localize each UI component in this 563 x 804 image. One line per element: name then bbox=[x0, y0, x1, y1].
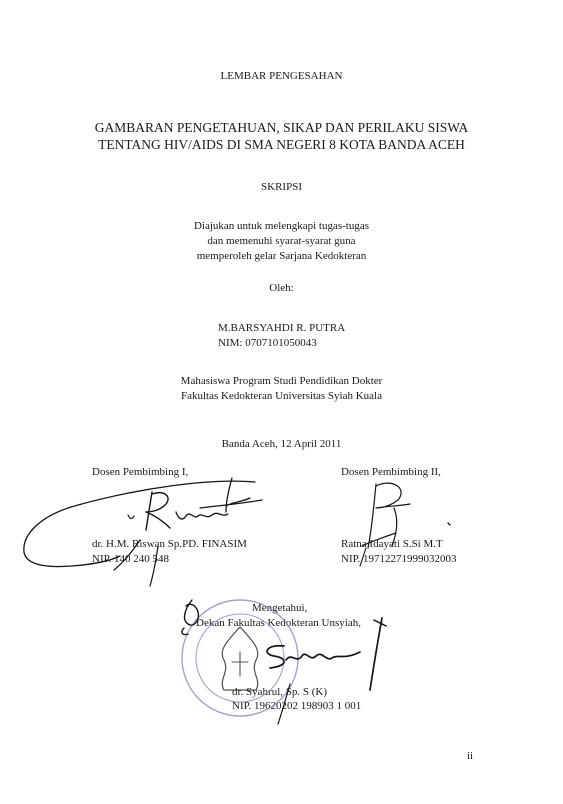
approval-label: Mengetahui, bbox=[252, 602, 308, 614]
supervisor-1-nip: NIP. 140 240 548 bbox=[92, 553, 170, 565]
by-label: Oleh: bbox=[269, 282, 294, 294]
author-name: M.BARSYAHDI R. PUTRA bbox=[218, 322, 346, 334]
page-number: ii bbox=[467, 750, 474, 762]
thesis-title-line-2: TENTANG HIV/AIDS DI SMA NEGERI 8 KOTA BANDA ACEH bbox=[98, 137, 465, 152]
supervisor-1-name: dr. H.M. Riswan Sp.PD. FINASIM bbox=[92, 538, 247, 550]
affiliation-line-2: Fakultas Kedokteran Universitas Syiah Kuala bbox=[180, 390, 382, 402]
supervisor-2-label: Dosen Pembimbing II, bbox=[341, 466, 441, 478]
thesis-title-line-1: GAMBARAN PENGETAHUAN, SIKAP DAN PERILAKU SISWA bbox=[94, 120, 469, 135]
dean-name: dr. Syahrul, Sp. S (K) bbox=[232, 686, 328, 698]
supervisor-2-nip: NIP. 19712271999032003 bbox=[341, 553, 457, 565]
document-type: SKRIPSI bbox=[261, 181, 302, 193]
purpose-line-1: Diajukan untuk melengkapi tugas-tugas bbox=[193, 220, 370, 232]
supervisor-1-label: Dosen Pembimbing I, bbox=[92, 466, 189, 478]
supervisor-2-name: Ratna Idayati S.Si M.T bbox=[341, 538, 443, 550]
dean-title: Dekan Fakultas Kedokteran Unsyiah, bbox=[196, 617, 361, 629]
dean-nip: NIP. 19620202 198903 1 001 bbox=[232, 700, 362, 712]
affiliation-line-1: Mahasiswa Program Studi Pendidikan Dokter bbox=[180, 375, 383, 387]
purpose-line-3: memperoleh gelar Sarjana Kedokteran bbox=[196, 250, 367, 262]
sheet-title: LEMBAR PENGESAHAN bbox=[220, 70, 343, 82]
author-nim: NIM: 0707101050043 bbox=[218, 337, 317, 349]
place-date: Banda Aceh, 12 April 2011 bbox=[221, 438, 342, 450]
purpose-line-2: dan memenuhi syarat-syarat guna bbox=[207, 235, 356, 247]
